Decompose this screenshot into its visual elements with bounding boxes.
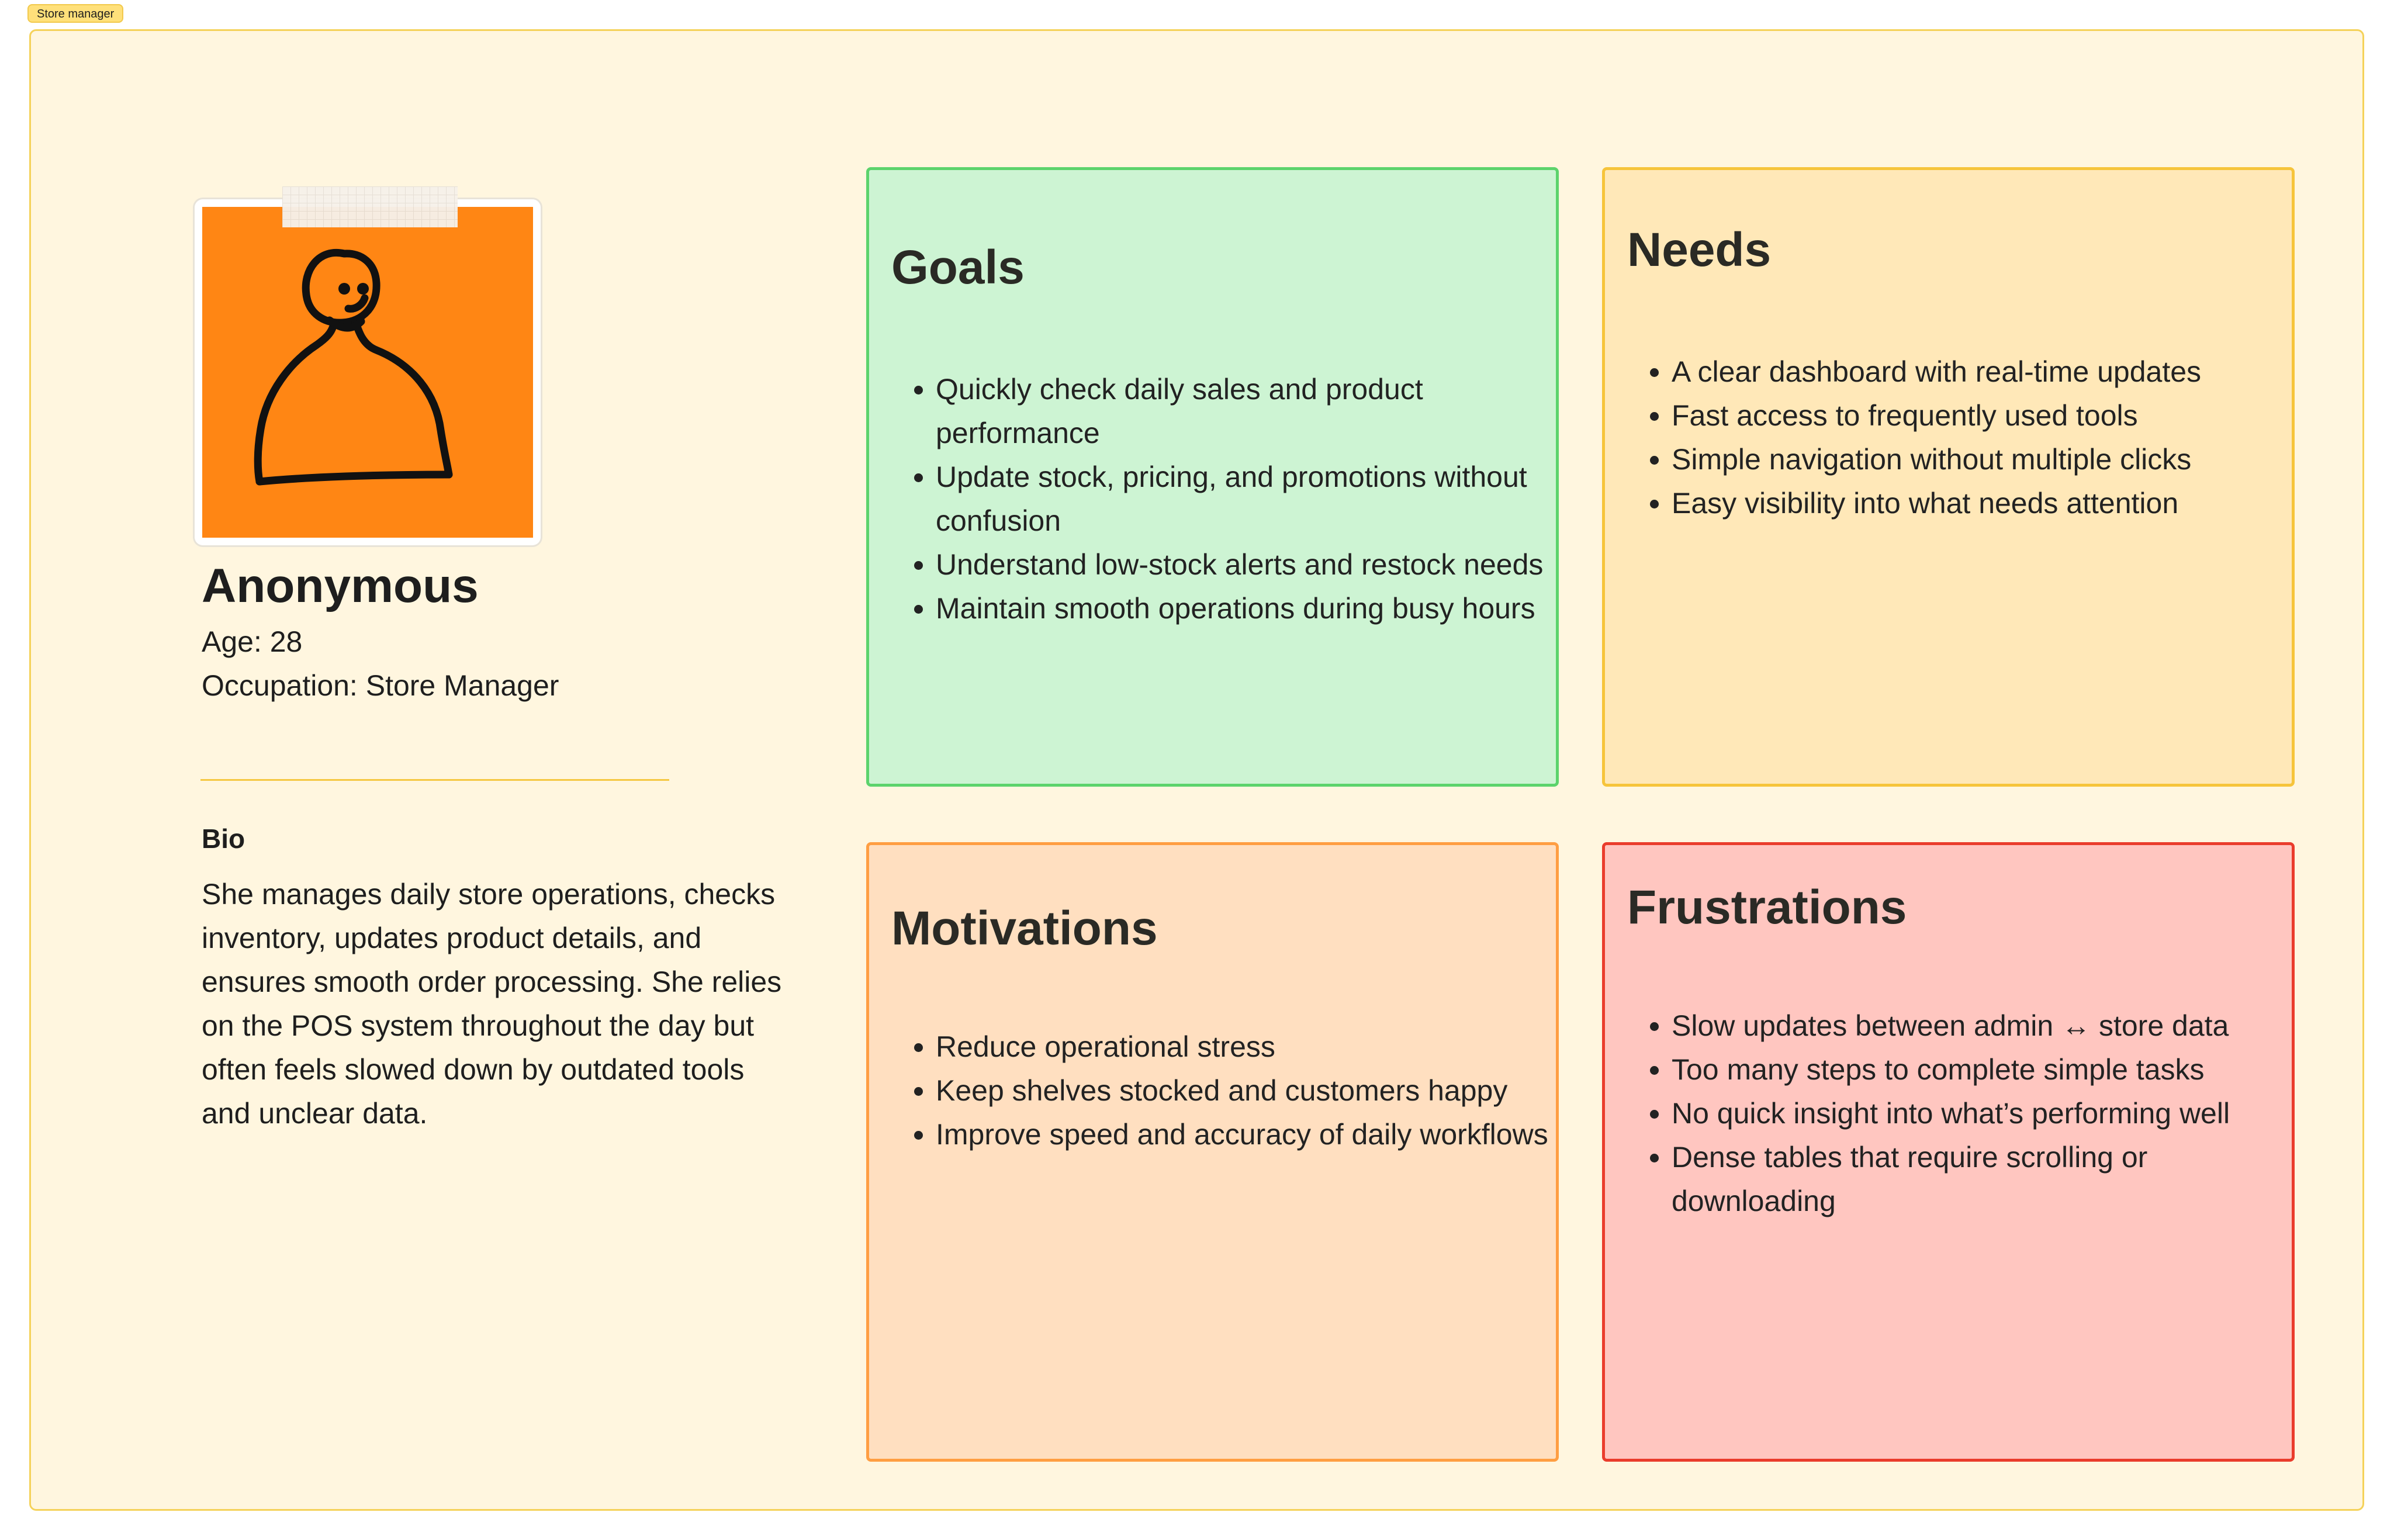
list-item: • Too many steps to complete simple tasks [1672, 1048, 2291, 1092]
persona-age: Age: 28 [202, 625, 303, 658]
bio-text: She manages daily store operations, checks inventory, updates product details, and ensures smooth order processing. She relies on the POS system throughout the day but often feels slowed down by outdated tools and unclear data. [202, 878, 782, 1130]
persona-name: Anonymous [202, 559, 479, 612]
avatar [202, 207, 533, 538]
list-item: • Improve speed and accuracy of daily workflows [936, 1113, 1555, 1157]
frustrations-title: Frustrations [1627, 881, 1907, 934]
list-item: • Simple navigation without multiple clicks [1672, 438, 2291, 482]
list-item: • A clear dashboard with real-time updates [1672, 350, 2291, 394]
list-item: • Reduce operational stress [936, 1025, 1555, 1069]
frustrations-card[interactable] [1602, 842, 2295, 1462]
list-item: • Dense tables that require scrolling or downloading [1672, 1136, 2291, 1223]
list-item: • Fast access to frequently used tools [1672, 394, 2291, 438]
motivations-list [891, 1025, 1555, 1157]
motivations-card[interactable] [866, 842, 1559, 1462]
needs-card[interactable] [1602, 167, 2295, 787]
list-item: • Understand low-stock alerts and restock needs [936, 543, 1555, 587]
list-item: • Keep shelves stocked and customers happy [936, 1069, 1555, 1113]
bio-title: Bio [202, 823, 245, 854]
persona-occupation: Occupation: Store Manager [202, 669, 559, 702]
tape-decoration [282, 186, 458, 227]
frame-label[interactable]: Store manager [27, 4, 123, 23]
list-item: • Quickly check daily sales and product performance [936, 368, 1555, 455]
list-item: • Maintain smooth operations during busy hours [936, 587, 1555, 631]
list-item: • Update stock, pricing, and promotions without confusion [936, 455, 1555, 543]
list-item: • Slow updates between admin ↔ store data [1672, 1004, 2291, 1048]
avatar-card[interactable] [195, 199, 541, 545]
list-item: • No quick insight into what’s performing well [1672, 1092, 2291, 1136]
goals-title: Goals [891, 241, 1025, 294]
goals-card[interactable] [866, 167, 1559, 787]
person-illustration-icon [202, 207, 533, 538]
frustrations-list [1627, 1004, 2291, 1223]
divider [200, 779, 669, 781]
needs-title: Needs [1627, 223, 1772, 276]
motivations-title: Motivations [891, 902, 1158, 955]
persona-frame [29, 29, 2364, 1511]
needs-list [1627, 350, 2291, 525]
goals-list [891, 368, 1555, 631]
list-item: • Easy visibility into what needs attention [1672, 482, 2291, 525]
